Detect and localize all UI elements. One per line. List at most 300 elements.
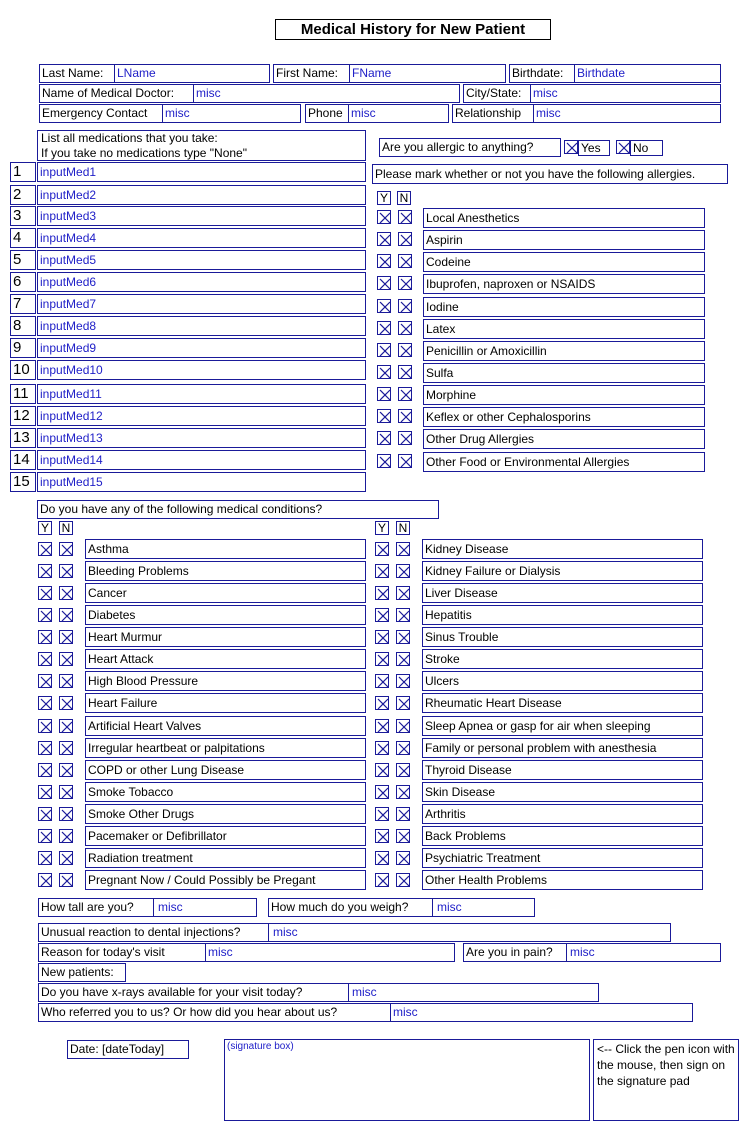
condition-no-checkbox[interactable]	[396, 586, 410, 600]
condition-no-checkbox[interactable]	[396, 630, 410, 644]
condition-no-checkbox[interactable]	[59, 696, 73, 710]
first-name-field[interactable]	[273, 64, 506, 83]
x-mark-icon	[399, 388, 413, 402]
allergy-no-checkbox[interactable]	[398, 387, 412, 401]
condition-yes-checkbox[interactable]	[38, 586, 52, 600]
allergy-yes-checkbox[interactable]	[377, 232, 391, 246]
x-mark-icon	[399, 300, 413, 314]
x-mark-icon	[397, 565, 411, 579]
date-label: Date: [dateToday]	[67, 1040, 189, 1059]
x-mark-icon	[397, 764, 411, 778]
allergy-no-checkbox[interactable]	[616, 140, 630, 154]
x-mark-icon	[378, 300, 392, 314]
medication-input[interactable]: inputMed15	[37, 472, 366, 492]
x-mark-icon	[399, 344, 413, 358]
pain-label: Are you in pain?	[466, 945, 553, 959]
condition-yes-checkbox[interactable]	[38, 829, 52, 843]
condition-item-label: Asthma	[85, 539, 366, 559]
x-mark-icon	[378, 255, 392, 269]
allergy-item-label: Sulfa	[423, 363, 705, 383]
medication-number: 4	[10, 228, 36, 248]
height-value[interactable]: misc	[158, 900, 183, 914]
medication-number: 11	[10, 384, 36, 404]
condition-yes-checkbox[interactable]	[38, 873, 52, 887]
x-mark-icon	[60, 609, 74, 623]
conditions-right-n-header: N	[396, 521, 410, 535]
x-mark-icon	[397, 786, 411, 800]
condition-yes-checkbox[interactable]	[375, 630, 389, 644]
condition-yes-checkbox[interactable]	[38, 719, 52, 733]
condition-item-label: COPD or other Lung Disease	[85, 760, 366, 780]
x-mark-icon	[60, 565, 74, 579]
medications-instructions-line1: List all medications that you take:	[41, 131, 218, 145]
condition-item-label: Heart Attack	[85, 649, 366, 669]
condition-item-label: Bleeding Problems	[85, 561, 366, 581]
conditions-left-y-header: Y	[38, 521, 52, 535]
referral-label: Who referred you to us? Or how did you hear about us?	[41, 1005, 338, 1019]
allergy-yes-checkbox[interactable]	[377, 431, 391, 445]
x-mark-icon	[378, 455, 392, 469]
condition-yes-checkbox[interactable]	[38, 763, 52, 777]
allergy-no-checkbox[interactable]	[398, 232, 412, 246]
medication-number: 12	[10, 406, 36, 426]
condition-item-label: Kidney Failure or Dialysis	[422, 561, 703, 581]
condition-no-checkbox[interactable]	[59, 807, 73, 821]
x-mark-icon	[60, 653, 74, 667]
city-state-field[interactable]	[463, 84, 721, 103]
x-mark-icon	[39, 874, 53, 888]
allergy-yes-checkbox[interactable]	[377, 321, 391, 335]
doctor-field[interactable]	[39, 84, 460, 103]
emergency-contact-label: Emergency Contact	[42, 106, 148, 120]
x-mark-icon	[397, 852, 411, 866]
condition-yes-checkbox[interactable]	[375, 807, 389, 821]
x-mark-icon	[378, 211, 392, 225]
last-name-field[interactable]	[39, 64, 270, 83]
allergy-yes-checkbox[interactable]	[377, 210, 391, 224]
condition-item-label: Heart Failure	[85, 693, 366, 713]
condition-no-checkbox[interactable]	[59, 741, 73, 755]
medication-number: 5	[10, 250, 36, 270]
x-mark-icon	[39, 675, 53, 689]
medication-number: 3	[10, 206, 36, 226]
x-mark-icon	[60, 631, 74, 645]
allergy-item-label: Other Food or Environmental Allergies	[423, 452, 705, 472]
condition-yes-checkbox[interactable]	[38, 741, 52, 755]
x-mark-icon	[378, 366, 392, 380]
condition-no-checkbox[interactable]	[396, 719, 410, 733]
condition-yes-checkbox[interactable]	[375, 785, 389, 799]
condition-yes-checkbox[interactable]	[38, 542, 52, 556]
x-mark-icon	[376, 565, 390, 579]
x-mark-icon	[60, 742, 74, 756]
condition-yes-checkbox[interactable]	[38, 652, 52, 666]
condition-item-label: Psychiatric Treatment	[422, 848, 703, 868]
emergency-contact-field[interactable]	[39, 104, 301, 123]
allergy-no-checkbox[interactable]	[398, 210, 412, 224]
condition-yes-checkbox[interactable]	[375, 608, 389, 622]
condition-yes-checkbox[interactable]	[375, 696, 389, 710]
condition-item-label: Rheumatic Heart Disease	[422, 693, 703, 713]
condition-no-checkbox[interactable]	[59, 542, 73, 556]
x-mark-icon	[39, 697, 53, 711]
condition-yes-checkbox[interactable]	[375, 542, 389, 556]
allergy-question: Are you allergic to anything?	[379, 138, 561, 157]
x-mark-icon	[397, 830, 411, 844]
condition-yes-checkbox[interactable]	[38, 608, 52, 622]
condition-no-checkbox[interactable]	[396, 652, 410, 666]
allergy-yes-checkbox[interactable]	[377, 343, 391, 357]
allergy-item-label: Other Drug Allergies	[423, 429, 705, 449]
condition-no-checkbox[interactable]	[396, 741, 410, 755]
allergy-no-checkbox[interactable]	[398, 409, 412, 423]
x-mark-icon	[376, 786, 390, 800]
medication-input[interactable]: inputMed14	[37, 450, 366, 470]
condition-no-checkbox[interactable]	[396, 763, 410, 777]
condition-no-checkbox[interactable]	[59, 564, 73, 578]
reason-value[interactable]: misc	[208, 945, 233, 959]
condition-item-label: High Blood Pressure	[85, 671, 366, 691]
xray-label: Do you have x-rays available for your visit today?	[41, 985, 303, 999]
condition-item-label: Skin Disease	[422, 782, 703, 802]
condition-item-label: Diabetes	[85, 605, 366, 625]
relationship-field[interactable]	[452, 104, 721, 123]
x-mark-icon	[378, 322, 392, 336]
x-mark-icon	[376, 852, 390, 866]
medication-number: 6	[10, 272, 36, 292]
allergy-no-checkbox[interactable]	[398, 254, 412, 268]
x-mark-icon	[399, 432, 413, 446]
doctor-value[interactable]: misc	[196, 86, 221, 100]
condition-item-label: Pregnant Now / Could Possibly be Pregant	[85, 870, 366, 890]
medication-input[interactable]: inputMed6	[37, 272, 366, 292]
weight-label: How much do you weigh?	[271, 900, 409, 914]
condition-item-label: Smoke Other Drugs	[85, 804, 366, 824]
medication-number: 15	[10, 472, 36, 492]
conditions-question: Do you have any of the following medical conditions?	[37, 500, 439, 519]
condition-item-label: Kidney Disease	[422, 539, 703, 559]
condition-item-label: Arthritis	[422, 804, 703, 824]
condition-yes-checkbox[interactable]	[38, 696, 52, 710]
emergency-contact-value[interactable]: misc	[165, 106, 190, 120]
condition-yes-checkbox[interactable]	[375, 674, 389, 688]
medication-input[interactable]: inputMed10	[37, 360, 366, 380]
condition-item-label: Sleep Apnea or gasp for air when sleeping	[422, 716, 703, 736]
condition-item-label: Family or personal problem with anesthesia	[422, 738, 703, 758]
allergy-instructions: Please mark whether or not you have the following allergies.	[372, 164, 728, 184]
relationship-label: Relationship	[455, 106, 522, 120]
x-mark-icon	[39, 830, 53, 844]
condition-no-checkbox[interactable]	[59, 652, 73, 666]
city-state-value[interactable]: misc	[533, 86, 558, 100]
height-label: How tall are you?	[41, 900, 134, 914]
x-mark-icon	[39, 786, 53, 800]
x-mark-icon	[39, 852, 53, 866]
x-mark-icon	[39, 764, 53, 778]
weight-field[interactable]	[268, 898, 535, 917]
height-field[interactable]	[38, 898, 257, 917]
condition-no-checkbox[interactable]	[396, 873, 410, 887]
condition-item-label: Irregular heartbeat or palpitations	[85, 738, 366, 758]
condition-no-checkbox[interactable]	[396, 564, 410, 578]
dental-reaction-label: Unusual reaction to dental injections?	[41, 925, 241, 939]
x-mark-icon	[399, 233, 413, 247]
allergy-item-label: Iodine	[423, 297, 705, 317]
condition-no-checkbox[interactable]	[396, 829, 410, 843]
x-mark-icon	[39, 808, 53, 822]
medication-number: 1	[10, 162, 36, 182]
medication-input[interactable]: inputMed13	[37, 428, 366, 448]
condition-no-checkbox[interactable]	[396, 696, 410, 710]
x-mark-icon	[397, 675, 411, 689]
x-mark-icon	[60, 697, 74, 711]
reason-field[interactable]	[38, 943, 455, 962]
phone-field[interactable]	[305, 104, 449, 123]
condition-item-label: Heart Murmur	[85, 627, 366, 647]
allergy-yes-checkbox[interactable]	[377, 276, 391, 290]
medication-input[interactable]: inputMed12	[37, 406, 366, 426]
medication-input[interactable]: inputMed2	[37, 185, 366, 205]
condition-yes-checkbox[interactable]	[375, 564, 389, 578]
condition-no-checkbox[interactable]	[59, 674, 73, 688]
condition-no-checkbox[interactable]	[59, 586, 73, 600]
condition-yes-checkbox[interactable]	[375, 829, 389, 843]
medication-number: 7	[10, 294, 36, 314]
dental-reaction-value[interactable]: misc	[273, 925, 298, 939]
x-mark-icon	[60, 808, 74, 822]
allergy-yes-checkbox[interactable]	[377, 254, 391, 268]
allergy-item-label: Morphine	[423, 385, 705, 405]
condition-yes-checkbox[interactable]	[38, 807, 52, 821]
last-name-value[interactable]: LName	[117, 66, 156, 80]
medications-instructions-line2: If you take no medications type "None"	[41, 146, 247, 160]
x-mark-icon	[376, 808, 390, 822]
condition-no-checkbox[interactable]	[396, 807, 410, 821]
x-mark-icon	[397, 653, 411, 667]
x-mark-icon	[60, 720, 74, 734]
pain-value[interactable]: misc	[570, 945, 595, 959]
x-mark-icon	[376, 830, 390, 844]
allergy-no-checkbox[interactable]	[398, 343, 412, 357]
condition-yes-checkbox[interactable]	[375, 763, 389, 777]
condition-yes-checkbox[interactable]	[38, 674, 52, 688]
x-mark-icon	[397, 587, 411, 601]
x-mark-icon	[397, 742, 411, 756]
condition-no-checkbox[interactable]	[59, 785, 73, 799]
condition-no-checkbox[interactable]	[59, 719, 73, 733]
first-name-value[interactable]: FName	[352, 66, 392, 80]
city-state-label: City/State:	[466, 86, 522, 100]
x-mark-icon	[376, 675, 390, 689]
condition-item-label: Radiation treatment	[85, 848, 366, 868]
x-mark-icon	[39, 653, 53, 667]
allergy-item-label: Codeine	[423, 252, 705, 272]
condition-item-label: Back Problems	[422, 826, 703, 846]
allergy-yes-checkbox[interactable]	[377, 299, 391, 313]
x-mark-icon	[376, 631, 390, 645]
medication-input[interactable]: inputMed7	[37, 294, 366, 314]
allergy-item-label: Aspirin	[423, 230, 705, 250]
x-mark-icon	[60, 852, 74, 866]
allergy-yes-checkbox[interactable]	[377, 409, 391, 423]
condition-no-checkbox[interactable]	[59, 763, 73, 777]
allergy-no-checkbox[interactable]	[398, 321, 412, 335]
signature-box-label: (signature box)	[227, 1041, 294, 1052]
medication-input[interactable]: inputMed9	[37, 338, 366, 358]
x-mark-icon	[60, 764, 74, 778]
condition-yes-checkbox[interactable]	[375, 873, 389, 887]
condition-item-label: Cancer	[85, 583, 366, 603]
condition-no-checkbox[interactable]	[396, 851, 410, 865]
x-mark-icon	[376, 874, 390, 888]
phone-value[interactable]: misc	[351, 106, 376, 120]
allergy-item-label: Latex	[423, 319, 705, 339]
x-mark-icon	[397, 631, 411, 645]
condition-item-label: Pacemaker or Defibrillator	[85, 826, 366, 846]
condition-yes-checkbox[interactable]	[375, 652, 389, 666]
medication-number: 2	[10, 185, 36, 205]
x-mark-icon	[397, 543, 411, 557]
allergy-y-header: Y	[377, 191, 391, 205]
x-mark-icon	[397, 720, 411, 734]
x-mark-icon	[376, 609, 390, 623]
x-mark-icon	[39, 565, 53, 579]
condition-no-checkbox[interactable]	[59, 630, 73, 644]
condition-item-label: Thyroid Disease	[422, 760, 703, 780]
allergy-no-checkbox[interactable]	[398, 365, 412, 379]
condition-yes-checkbox[interactable]	[375, 851, 389, 865]
x-mark-icon	[39, 587, 53, 601]
x-mark-icon	[60, 543, 74, 557]
medication-number: 8	[10, 316, 36, 336]
birthdate-value[interactable]: Birthdate	[577, 66, 626, 80]
weight-value[interactable]: misc	[437, 900, 462, 914]
x-mark-icon	[60, 830, 74, 844]
x-mark-icon	[397, 609, 411, 623]
xray-field[interactable]	[38, 983, 599, 1002]
allergy-item-label: Local Anesthetics	[423, 208, 705, 228]
medication-input[interactable]: inputMed11	[37, 384, 366, 404]
doctor-label: Name of Medical Doctor:	[42, 86, 175, 100]
x-mark-icon	[378, 388, 392, 402]
x-mark-icon	[399, 366, 413, 380]
condition-no-checkbox[interactable]	[396, 542, 410, 556]
condition-no-checkbox[interactable]	[59, 851, 73, 865]
condition-yes-checkbox[interactable]	[38, 630, 52, 644]
xray-value[interactable]: misc	[352, 985, 377, 999]
allergy-yes-checkbox[interactable]	[564, 140, 578, 154]
birthdate-field[interactable]	[509, 64, 721, 83]
allergy-yes-checkbox[interactable]	[377, 387, 391, 401]
allergy-yes-checkbox[interactable]	[377, 365, 391, 379]
page-title: Medical History for New Patient	[275, 19, 551, 40]
reason-label: Reason for today's visit	[41, 945, 165, 959]
x-mark-icon	[39, 742, 53, 756]
last-name-label: Last Name:	[42, 66, 104, 80]
condition-yes-checkbox[interactable]	[38, 851, 52, 865]
condition-yes-checkbox[interactable]	[375, 586, 389, 600]
condition-yes-checkbox[interactable]	[38, 785, 52, 799]
x-mark-icon	[39, 609, 53, 623]
new-patients-label: New patients:	[38, 963, 126, 982]
x-mark-icon	[376, 720, 390, 734]
x-mark-icon	[376, 697, 390, 711]
x-mark-icon	[378, 410, 392, 424]
x-mark-icon	[397, 874, 411, 888]
condition-item-label: Sinus Trouble	[422, 627, 703, 647]
condition-no-checkbox[interactable]	[396, 608, 410, 622]
phone-label: Phone	[308, 106, 343, 120]
allergy-yes-label: Yes	[578, 140, 610, 156]
medication-input[interactable]: inputMed8	[37, 316, 366, 336]
condition-item-label: Stroke	[422, 649, 703, 669]
conditions-right-y-header: Y	[375, 521, 389, 535]
medication-input[interactable]: inputMed3	[37, 206, 366, 226]
allergy-no-label: No	[630, 140, 663, 156]
condition-yes-checkbox[interactable]	[375, 741, 389, 755]
allergy-no-checkbox[interactable]	[398, 299, 412, 313]
relationship-value[interactable]: misc	[536, 106, 561, 120]
allergy-n-header: N	[397, 191, 411, 205]
condition-item-label: Artificial Heart Valves	[85, 716, 366, 736]
medication-input[interactable]: inputMed1	[37, 162, 366, 182]
birthdate-label: Birthdate:	[512, 66, 564, 80]
x-mark-icon	[376, 653, 390, 667]
medication-input[interactable]: inputMed5	[37, 250, 366, 270]
allergy-item-label: Ibuprofen, naproxen or NSAIDS	[423, 274, 705, 294]
allergy-no-checkbox[interactable]	[398, 431, 412, 445]
allergy-no-checkbox[interactable]	[398, 276, 412, 290]
medications-instructions	[37, 130, 366, 161]
x-mark-icon	[39, 543, 53, 557]
medication-number: 14	[10, 450, 36, 470]
signature-box[interactable]	[224, 1039, 590, 1121]
condition-item-label: Other Health Problems	[422, 870, 703, 890]
x-mark-icon	[376, 742, 390, 756]
referral-value[interactable]: misc	[393, 1005, 418, 1019]
signature-hint-text: <-- Click the pen icon with the mouse, then sign on the signature pad	[597, 1042, 735, 1088]
x-mark-icon	[376, 764, 390, 778]
condition-no-checkbox[interactable]	[396, 785, 410, 799]
allergy-no-checkbox[interactable]	[398, 454, 412, 468]
x-mark-icon	[397, 808, 411, 822]
condition-no-checkbox[interactable]	[59, 608, 73, 622]
medication-number: 13	[10, 428, 36, 448]
condition-yes-checkbox[interactable]	[375, 719, 389, 733]
x-mark-icon	[376, 543, 390, 557]
allergy-yes-checkbox[interactable]	[377, 454, 391, 468]
x-mark-icon	[378, 277, 392, 291]
pain-field[interactable]	[463, 943, 721, 962]
x-mark-icon	[378, 233, 392, 247]
referral-field[interactable]	[38, 1003, 693, 1022]
condition-no-checkbox[interactable]	[59, 873, 73, 887]
condition-item-label: Liver Disease	[422, 583, 703, 603]
condition-yes-checkbox[interactable]	[38, 564, 52, 578]
dental-reaction-field[interactable]	[38, 923, 671, 942]
x-mark-icon	[399, 410, 413, 424]
condition-no-checkbox[interactable]	[396, 674, 410, 688]
x-mark-icon	[60, 675, 74, 689]
x-mark-icon	[399, 255, 413, 269]
x-mark-icon	[60, 587, 74, 601]
medication-input[interactable]: inputMed4	[37, 228, 366, 248]
x-mark-icon	[399, 455, 413, 469]
x-mark-icon	[376, 587, 390, 601]
condition-no-checkbox[interactable]	[59, 829, 73, 843]
x-mark-icon	[39, 720, 53, 734]
medication-number: 9	[10, 338, 36, 358]
